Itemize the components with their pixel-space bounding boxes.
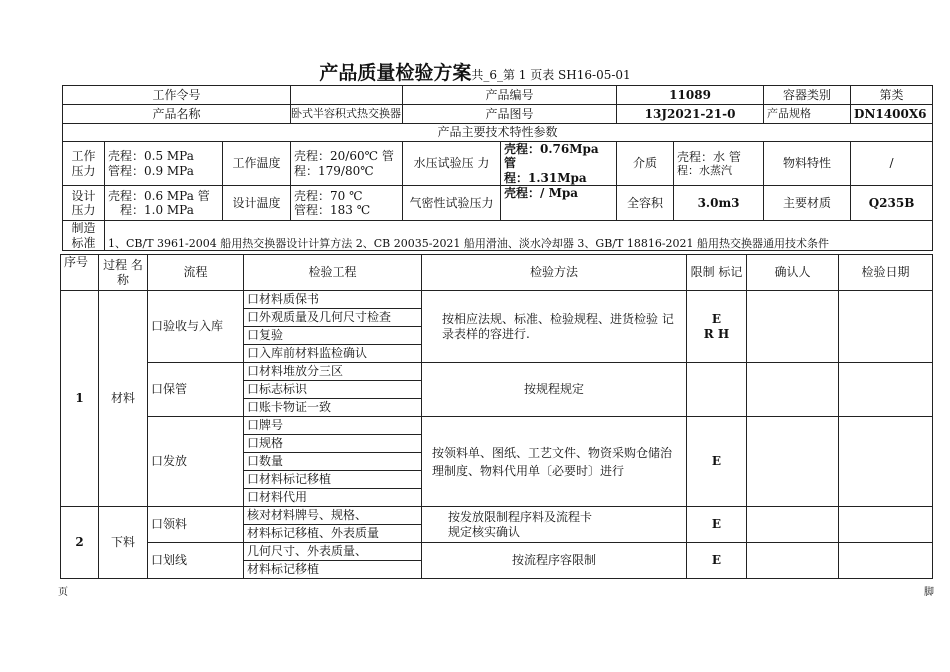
work-order-value [291, 86, 403, 105]
header-item: 检验工程 [244, 255, 422, 291]
title-suffix: 共_6_第 1 页表 SH16-05-01 [471, 68, 631, 82]
group-seq: 2 [61, 507, 99, 579]
inspection-item: 核对材料牌号、规格、 [244, 507, 422, 525]
control-mark: E [687, 417, 747, 507]
header-seq: 序号 [61, 255, 99, 291]
hydro-label: 水压试验压 力 [403, 142, 501, 186]
vessel-type-label: 容器类别 [764, 86, 851, 105]
volume-value: 3.0m3 [674, 186, 764, 221]
flow-label: 口划线 [148, 543, 244, 579]
header-method: 检验方法 [422, 255, 687, 291]
inspection-item: 口数量 [244, 453, 422, 471]
control-mark [687, 363, 747, 417]
params-title: 产品主要技术特性参数 [63, 124, 933, 142]
work-temp-label: 工作温度 [223, 142, 291, 186]
work-pressure-label: 工作压力 [63, 142, 105, 186]
method-text: 按发放限制程序料及流程卡规定核实确认 [422, 507, 687, 543]
group-seq: 1 [61, 291, 99, 507]
footer-right: 脚 [924, 587, 934, 598]
date-cell [839, 363, 933, 417]
inspection-item: 口账卡物证一致 [244, 399, 422, 417]
inspection-item: 材料标记移植 [244, 561, 422, 579]
header-process-name: 过程 名称 [99, 255, 148, 291]
inspection-item: 口外观质量及几何尺寸检查 [244, 309, 422, 327]
group-name: 下料 [99, 507, 148, 579]
flow-label: 口保管 [148, 363, 244, 417]
inspection-item: 口复验 [244, 327, 422, 345]
flow-label: 口发放 [148, 417, 244, 507]
control-mark: E [687, 543, 747, 579]
inspection-item: 口材料标记移植 [244, 471, 422, 489]
inspection-item: 口入库前材料监检确认 [244, 345, 422, 363]
airtight-label: 气密性试验压力 [403, 186, 501, 221]
title-main: 产品质量检验方案 [319, 62, 472, 84]
inspection-item: 口牌号 [244, 417, 422, 435]
confirm-cell [747, 363, 839, 417]
inspection-item: 材料标记移植、外表质量 [244, 525, 422, 543]
header-flow: 流程 [148, 255, 244, 291]
control-mark: E R H [687, 291, 747, 363]
product-name-label: 产品名称 [63, 105, 291, 124]
inspection-item: 几何尺寸、外表质量、 [244, 543, 422, 561]
document-title [0, 58, 950, 85]
main-material-value: Q235B [851, 186, 933, 221]
confirm-cell [747, 507, 839, 543]
flow-label: 口领料 [148, 507, 244, 543]
hydro-value: 壳程：0.76Mpa 管 程：1.31Mpa [501, 142, 617, 186]
inspection-item: 口规格 [244, 435, 422, 453]
confirm-cell [747, 417, 839, 507]
confirm-cell [747, 291, 839, 363]
medium-value: 壳程：水 管 程：水蒸汽 [674, 142, 764, 186]
inspection-item: 口材料堆放分三区 [244, 363, 422, 381]
header-mark: 限制 标记 [687, 255, 747, 291]
design-pressure-label: 设计压力 [63, 186, 105, 221]
design-temp-label: 设计温度 [223, 186, 291, 221]
confirm-cell [747, 543, 839, 579]
airtight-value: 壳程：/ Mpa [501, 186, 617, 221]
footer-left: 页 [58, 587, 68, 598]
header-date: 检验日期 [839, 255, 933, 291]
medium-label: 介质 [617, 142, 674, 186]
group-name: 材料 [99, 291, 148, 507]
design-pressure-value: 壳程：0.6 MPa 管 程：1.0 MPa [105, 186, 223, 221]
standard-label: 制造标准 [63, 221, 105, 251]
product-name-value: 卧式半容积式热交换器 [291, 105, 403, 124]
design-temp-value: 壳程：70 ℃ 管程：183 ℃ [291, 186, 403, 221]
method-text: 按领料单、图纸、工艺文件、物资采购仓储治理制度、物料代用单〔必要时〕进行 [422, 417, 687, 507]
standard-value: 1、CB/T 3961-2004 船用热交换器设计计算方法 2、CB 20035-2021 船用滑油、淡水冷却器 3、GB/T 18816-2021 船用热交换器通用技术条件 [105, 221, 933, 251]
method-text: 按流程序容限制 [422, 543, 687, 579]
date-cell [839, 291, 933, 363]
inspection-plan-table [60, 254, 933, 579]
control-mark: E [687, 507, 747, 543]
work-temp-value: 壳程：20/60℃ 管 程：179/80℃ [291, 142, 403, 186]
date-cell [839, 543, 933, 579]
material-prop-value: / [851, 142, 933, 186]
method-text: 按规程规定 [422, 363, 687, 417]
date-cell [839, 507, 933, 543]
header-confirm: 确认人 [747, 255, 839, 291]
inspection-item: 口材料代用 [244, 489, 422, 507]
flow-label: 口验收与入库 [148, 291, 244, 363]
work-pressure-value: 壳程：0.5 MPa 管程：0.9 MPa [105, 142, 223, 186]
work-order-label: 工作令号 [63, 86, 291, 105]
product-info-table [62, 85, 933, 251]
product-no-value: 11089 [617, 86, 764, 105]
method-text: 按相应法规、标准、检验规程、进货检验 记录表样的容进行. [422, 291, 687, 363]
drawing-no-value: 13J2021-21-0 [617, 105, 764, 124]
drawing-no-label: 产品图号 [403, 105, 617, 124]
product-no-label: 产品编号 [403, 86, 617, 105]
spec-label: 产品规格 [764, 105, 851, 124]
material-prop-label: 物料特性 [764, 142, 851, 186]
spec-value: DN1400X6 [851, 105, 933, 124]
inspection-item: 口材料质保书 [244, 291, 422, 309]
inspection-item: 口标志标识 [244, 381, 422, 399]
main-material-label: 主要材质 [764, 186, 851, 221]
volume-label: 全容积 [617, 186, 674, 221]
date-cell [839, 417, 933, 507]
vessel-type-value: 第类 [851, 86, 933, 105]
